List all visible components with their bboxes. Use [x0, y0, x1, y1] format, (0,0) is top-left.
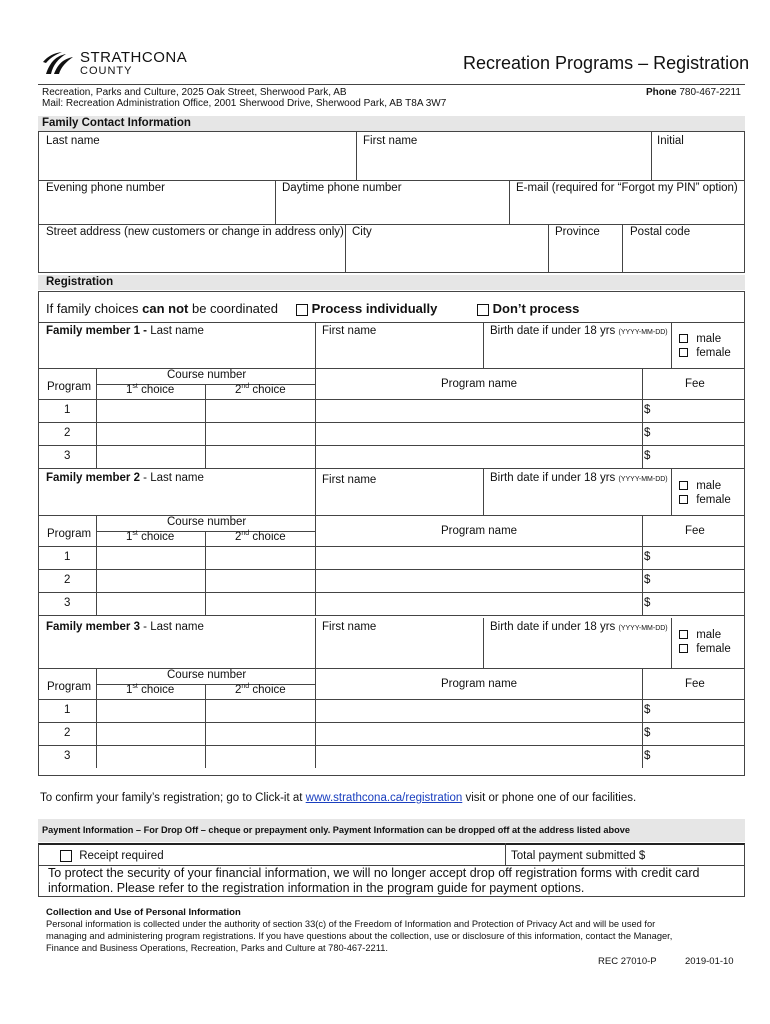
member-2-course-1st-choice-field[interactable]	[97, 593, 204, 614]
street-address-label: Street address (new customers or change in address only)	[46, 226, 344, 238]
male-checkbox[interactable]	[679, 481, 688, 490]
member-1-course-1st-choice-field[interactable]	[97, 446, 204, 467]
payment-notice-line-1: To protect the security of your financial information, we will no longer accept drop off registration forms with credit card	[48, 866, 700, 880]
member-2-fee-field[interactable]	[653, 547, 744, 568]
member-3-label: Family member 3 - Last name	[46, 621, 204, 633]
member-3-program-name-header: Program name	[441, 678, 518, 690]
total-payment-label: Total payment submitted $	[511, 850, 646, 862]
member-2-program-header: Program	[47, 528, 92, 540]
divider	[38, 180, 745, 181]
divider	[642, 515, 643, 615]
member-3-course-1st-choice-field[interactable]	[97, 746, 204, 767]
city-field[interactable]	[346, 240, 547, 272]
last-name-label: Last name	[46, 135, 100, 147]
female-checkbox[interactable]	[679, 348, 688, 357]
evening-phone-field[interactable]	[39, 196, 274, 223]
member-3-course-2nd-choice-field[interactable]	[206, 723, 314, 744]
member-2-fee-dollar: $	[644, 574, 651, 586]
mail-line: Mail: Recreation Administration Office, 2001 Sherwood Drive, Sherwood Park, AB T8A 3W7	[42, 98, 447, 109]
divider	[38, 224, 745, 225]
divider	[642, 668, 643, 768]
member-1-row-number: 1	[64, 404, 71, 416]
member-1-label: Family member 1 - Last name	[46, 325, 204, 337]
member-1-birth-date-field[interactable]	[484, 340, 670, 367]
logo-main-text: STRATHCONA	[80, 49, 188, 66]
registration-section-title: Registration	[46, 276, 114, 288]
member-1-birth-date-label: Birth date if under 18 yrs (YYYY-MM-DD)	[490, 325, 668, 337]
member-3-female-option[interactable]: female	[679, 643, 731, 655]
member-2-course-2nd-choice-field[interactable]	[206, 570, 314, 591]
divider	[642, 368, 643, 468]
first-name-label: First name	[363, 135, 418, 147]
privacy-title: Collection and Use of Personal Information	[46, 907, 241, 918]
member-1-program-name-field[interactable]	[316, 446, 641, 467]
member-2-program-name-field[interactable]	[316, 570, 641, 591]
male-checkbox[interactable]	[679, 630, 688, 639]
member-2-course-number-header: Course number	[167, 516, 247, 528]
member-3-first-name-label: First name	[322, 621, 377, 633]
email-label: E-mail (required for “Forgot my PIN” option)	[516, 182, 738, 194]
member-1-fee-field[interactable]	[653, 446, 744, 467]
logo-sub-text: COUNTY	[80, 65, 133, 77]
member-2-label: Family member 2 - Last name	[46, 472, 204, 484]
member-3-course-2nd-choice-field[interactable]	[206, 700, 314, 721]
postal-code-label: Postal code	[630, 226, 691, 238]
member-3-fee-dollar: $	[644, 750, 651, 762]
process-individually-label: Process individually	[311, 301, 438, 316]
member-1-course-1st-choice-field[interactable]	[97, 423, 204, 444]
member-3-course-1st-choice-field[interactable]	[97, 723, 204, 744]
privacy-line-3: Finance and Business Operations, Recreation, Parks and Culture at 780-467-2211.	[46, 943, 388, 953]
first-name-field[interactable]	[357, 148, 650, 179]
member-1-fee-header: Fee	[685, 378, 705, 390]
member-3-program-name-field[interactable]	[316, 746, 641, 767]
street-address-field[interactable]	[39, 240, 344, 272]
divider	[505, 843, 506, 865]
member-1-program-name-header: Program name	[441, 378, 518, 390]
member-3-program-name-field[interactable]	[316, 723, 641, 744]
member-3-course-number-header: Course number	[167, 669, 247, 681]
member-1-second-choice-header: 2nd choice	[235, 383, 286, 396]
member-2-birth-date-field[interactable]	[484, 487, 670, 514]
member-3-male-option[interactable]: male	[679, 629, 721, 641]
registration-link[interactable]: www.strathcona.ca/registration	[305, 792, 463, 804]
member-3-last-name-field[interactable]	[39, 634, 314, 667]
member-3-fee-dollar: $	[644, 704, 651, 716]
member-2-course-2nd-choice-field[interactable]	[206, 547, 314, 568]
member-3-first-name-field[interactable]	[316, 636, 482, 667]
member-2-program-name-header: Program name	[441, 525, 518, 537]
member-2-course-2nd-choice-field[interactable]	[206, 593, 314, 614]
divider	[38, 515, 745, 516]
member-1-program-name-field[interactable]	[316, 400, 641, 421]
member-3-course-1st-choice-field[interactable]	[97, 700, 204, 721]
male-checkbox[interactable]	[679, 334, 688, 343]
member-2-first-name-label: First name	[322, 474, 377, 486]
header-rule	[38, 84, 745, 85]
member-2-row-number: 3	[64, 597, 71, 609]
member-1-female-option[interactable]: female	[679, 347, 731, 359]
registration-section-bar	[38, 275, 745, 290]
member-3-fee-field[interactable]	[653, 746, 744, 767]
divider	[671, 322, 672, 368]
form-title: Recreation Programs – Registration	[463, 53, 750, 73]
divider	[38, 615, 745, 616]
member-2-last-name-field[interactable]	[39, 485, 314, 514]
female-checkbox[interactable]	[679, 495, 688, 504]
receipt-required-checkbox[interactable]	[60, 850, 72, 862]
member-1-fee-dollar: $	[644, 427, 651, 439]
dont-process-label: Don’t process	[492, 301, 580, 316]
process-individually-option[interactable]	[296, 301, 437, 316]
process-individually-checkbox[interactable]	[296, 304, 308, 316]
member-1-course-number-header: Course number	[167, 369, 247, 381]
member-1-first-choice-header: 1st choice	[126, 383, 175, 396]
county-logo	[40, 46, 190, 80]
member-2-female-option[interactable]: female	[679, 494, 731, 506]
member-2-fee-dollar: $	[644, 551, 651, 563]
member-2-program-name-field[interactable]	[316, 547, 641, 568]
receipt-required-option[interactable]	[60, 850, 164, 862]
member-1-row-number: 2	[64, 427, 71, 439]
member-1-program-header: Program	[47, 381, 92, 393]
member-2-fee-dollar: $	[644, 597, 651, 609]
divider	[38, 368, 745, 369]
strathcona-logo-icon	[40, 48, 76, 78]
member-3-fee-dollar: $	[644, 727, 651, 739]
member-2-row-number: 2	[64, 574, 71, 586]
member-1-course-1st-choice-field[interactable]	[97, 400, 204, 421]
initial-field[interactable]	[652, 148, 744, 179]
member-3-fee-field[interactable]	[653, 723, 744, 744]
member-3-fee-field[interactable]	[653, 700, 744, 721]
member-1-fee-field[interactable]	[653, 423, 744, 444]
member-1-course-2nd-choice-field[interactable]	[206, 423, 314, 444]
member-1-row-number: 3	[64, 450, 71, 462]
female-checkbox[interactable]	[679, 644, 688, 653]
member-2-first-name-field[interactable]	[316, 487, 482, 514]
dont-process-option[interactable]	[477, 301, 579, 316]
member-2-male-option[interactable]: male	[679, 480, 721, 492]
phone-label: Phone	[646, 87, 677, 98]
member-3-birth-date-label: Birth date if under 18 yrs (YYYY-MM-DD)	[490, 621, 668, 633]
member-2-fee-field[interactable]	[653, 593, 744, 614]
province-label: Province	[555, 226, 600, 238]
member-2-program-name-field[interactable]	[316, 593, 641, 614]
member-1-fee-dollar: $	[644, 404, 651, 416]
member-3-row-number: 3	[64, 750, 71, 762]
member-1-last-name-field[interactable]	[39, 338, 314, 367]
member-1-program-name-field[interactable]	[316, 423, 641, 444]
member-2-birth-date-label: Birth date if under 18 yrs (YYYY-MM-DD)	[490, 472, 668, 484]
member-3-second-choice-header: 2nd choice	[235, 683, 286, 696]
privacy-line-1: Personal information is collected under the authority of section 33(c) of the Freedom of Information and Protection of Privacy Act and will be used for	[46, 919, 656, 929]
phone	[646, 87, 741, 98]
member-1-fee-field[interactable]	[653, 400, 744, 421]
email-field[interactable]	[510, 196, 744, 223]
member-1-course-2nd-choice-field[interactable]	[206, 400, 314, 421]
initial-label: Initial	[657, 135, 684, 147]
evening-phone-label: Evening phone number	[46, 182, 165, 194]
member-1-first-name-field[interactable]	[316, 340, 482, 367]
total-payment-field[interactable]	[652, 845, 744, 864]
member-1-male-option[interactable]: male	[679, 333, 721, 345]
payment-section-title: Payment Information – For Drop Off – cheque or prepayment only. Payment Information can be dropped off at the address listed above	[42, 825, 630, 835]
contact-section-title: Family Contact Information	[42, 117, 191, 129]
member-3-program-name-field[interactable]	[316, 700, 641, 721]
member-2-first-choice-header: 1st choice	[126, 530, 175, 543]
divider	[38, 468, 745, 469]
coordination-instruction: If family choices can not be coordinated	[46, 301, 278, 316]
form-code: REC 27010-P	[598, 956, 657, 967]
daytime-phone-label: Daytime phone number	[282, 182, 402, 194]
payment-notice-line-2: information. Please refer to the registration information in the program guide for payment options.	[48, 881, 585, 895]
privacy-line-2: managing and administering program registrations. If you have questions about the collection, use or disclosure of this information, contact the Manager,	[46, 931, 673, 941]
divider	[671, 618, 672, 668]
member-3-program-header: Program	[47, 681, 92, 693]
member-1-first-name-label: First name	[322, 325, 377, 337]
member-2-fee-header: Fee	[685, 525, 705, 537]
postal-code-field[interactable]	[623, 240, 744, 272]
member-3-fee-header: Fee	[685, 678, 705, 690]
member-3-row-number: 1	[64, 704, 71, 716]
form-date: 2019-01-10	[685, 956, 734, 967]
phone-value: 780-467-2211	[679, 87, 741, 98]
member-3-first-choice-header: 1st choice	[126, 683, 175, 696]
divider	[671, 469, 672, 515]
address-line: Recreation, Parks and Culture, 2025 Oak Street, Sherwood Park, AB	[42, 87, 347, 98]
member-3-course-2nd-choice-field[interactable]	[206, 746, 314, 767]
member-1-course-2nd-choice-field[interactable]	[206, 446, 314, 467]
member-2-fee-field[interactable]	[653, 570, 744, 591]
dont-process-checkbox[interactable]	[477, 304, 489, 316]
divider	[38, 322, 745, 323]
member-2-row-number: 1	[64, 551, 71, 563]
member-3-row-number: 2	[64, 727, 71, 739]
member-2-course-1st-choice-field[interactable]	[97, 570, 204, 591]
member-1-fee-dollar: $	[644, 450, 651, 462]
last-name-field[interactable]	[39, 148, 355, 179]
member-2-course-1st-choice-field[interactable]	[97, 547, 204, 568]
city-label: City	[352, 226, 372, 238]
member-2-second-choice-header: 2nd choice	[235, 530, 286, 543]
receipt-required-label: Receipt required	[79, 850, 164, 863]
member-3-birth-date-field[interactable]	[484, 636, 670, 667]
divider	[38, 668, 745, 669]
confirm-text: To confirm your family’s registration; go to Click-it at www.strathcona.ca/registration visit or phone one of our facilities.	[40, 792, 637, 804]
daytime-phone-field[interactable]	[276, 196, 508, 223]
province-field[interactable]	[549, 240, 621, 272]
